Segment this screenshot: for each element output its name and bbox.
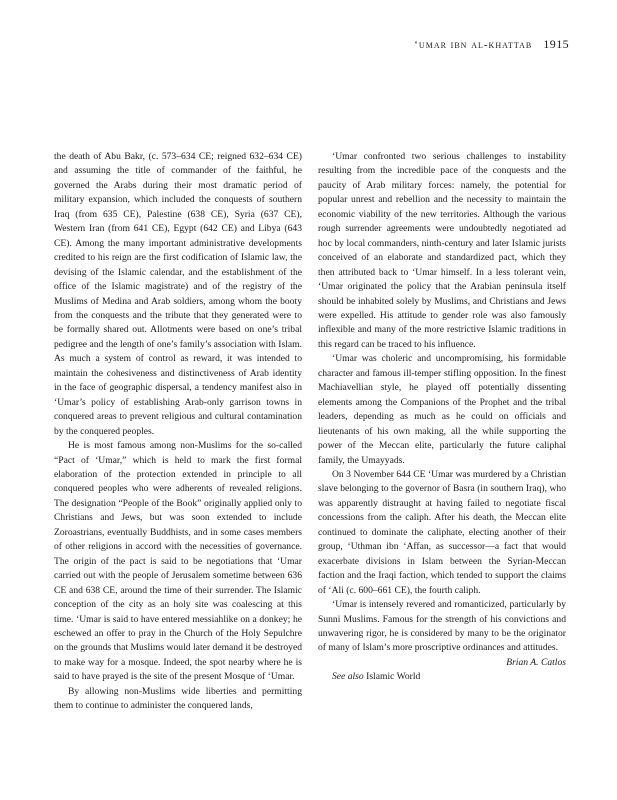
see-also-label: See also — [332, 671, 364, 683]
paragraph: By allowing non-Muslims wide liberties and permitting them to continue to administer the conquered lands, — [54, 685, 302, 712]
see-also-link[interactable]: Islamic World — [366, 671, 421, 683]
paragraph: the death of Abu Bakr, (c. 573–634 CE; reigned 632–634 CE) and assuming the title of commander of the faithful, he governed the Arabs during their most dramatic period of military expansion, which included the conquests of southern Iraq (from 635 CE), Palestine (638 CE), Syria (637 CE), Western Iran (from 641 CE), Egypt (642 CE) and Libya (643 CE). Among the many important administrative developments credited to his reign are the first codification of Islamic law, the devising of the Islamic calendar, and the establishment of the office of the Islamic magistrate) and of the registry of the Muslims of Medina and Arab soldiers, among whom the booty from the conquests and the tribute that they generated were to be formally shared out. Allotments were based on one’s tribal pedigree and the length of one’s family’s association with Islam. As much a system of control as reward, it was intended to maintain the cohesiveness and distinctiveness of Arab identity in the face of geographic dispersal, a tendency manifest also in ‘Umar’s policy of establishing Arab-only garrison towns in conquered areas to prevent religious and cultural contamination by the conquered peoples. — [54, 151, 302, 437]
paragraph: He is most famous among non-Muslims for the so-called “Pact of ‘Umar,” which is held to mark the first formal elaboration of the protection extended in principle to all conquered peoples who were adherents of revealed religions. The designation “People of the Book” originally applied only to Christians and Jews, but was soon extended to include Zoroastrians, eventually Buddhists, and in some cases members of other religions in accord with the necessities of governance. The origin of the pact is said to be negotiations that ‘Umar carried out with the people of Jerusalem sometime between 636 CE and 638 CE, around the time of their surrender. The Islamic conception of the city as an holy site was coalescing at this time. ‘Umar is said to have entered messiahlike on a donkey; he eschewed an offer to pray in the Church of the Holy Sepulchre on the grounds that Muslims would later demand it be destroyed to make way for a mosque. Indeed, the spot nearby where he is said to have prayed is the site of the present Mosque of ‘Umar. — [54, 440, 302, 683]
running-head-title: ‘umar ibn al-khattab — [414, 39, 533, 51]
running-head — [414, 37, 569, 52]
paragraph: ‘Umar is intensely revered and romanticized, particularly by Sunni Muslims. Famous for the strength of his convictions and unwavering rigor, he is considered by many to be the originator of many of Islam’s more proscriptive ordinances and attitudes. — [318, 599, 566, 654]
paragraph: ‘Umar confronted two serious challenges to instability resulting from the incredible pace of the conquests and the paucity of Arab military forces: namely, the potential for popular unrest and rebellion and the necessity to maintain the economic viability of the new territories. Although the various rough surrender agreements were undoubtedly negotiated ad hoc by local commanders, ninth-century and later Islamic jurists conceived of an elaborate and standardized pact, which they then attributed back to ‘Umar himself. In a less tolerant vein, ‘Umar originated the policy that the Arabian peninsula itself should be inhabited solely by Muslims, and Christians and Jews were expelled. His attitude to gender role was also famously inflexible and many of the more restrictive Islamic traditions in this regard can be traced to his influence. — [318, 151, 566, 350]
paragraph: On 3 November 644 CE ‘Umar was murdered by a Christian slave belonging to the governor of Basra (in southern Iraq), who was apparently distraught at having failed to negotiate fiscal concessions from the caliph. After his death, the Meccan elite continued to dominate the caliphate, electing another of their group, ‘Uthman ibn ‘Affan, as successor—a fact that would exacerbate divisions in Islam between the Syrian-Meccan faction and the Iraqi faction, which tended to support the claims of ‘Ali (c. 600–661 CE), the fourth caliph. — [318, 468, 566, 596]
page-number: 1915 — [543, 37, 569, 51]
author-signature: Brian A. Catlos — [506, 656, 566, 668]
left-column — [54, 150, 302, 714]
see-also — [318, 670, 566, 684]
right-column — [318, 150, 566, 685]
paragraph: ‘Umar was choleric and uncompromising, his formidable character and famous ill-temper stifling opposition. In the finest Machiavellian style, he played off potentially dissenting elements among the Companions of the Prophet and the tribal leaders, depending as much as he could on officials and lieutenants of his own making, all the while supporting the power of the Meccan elite, particularly the future caliphal family, the Umayyads. — [318, 353, 566, 466]
